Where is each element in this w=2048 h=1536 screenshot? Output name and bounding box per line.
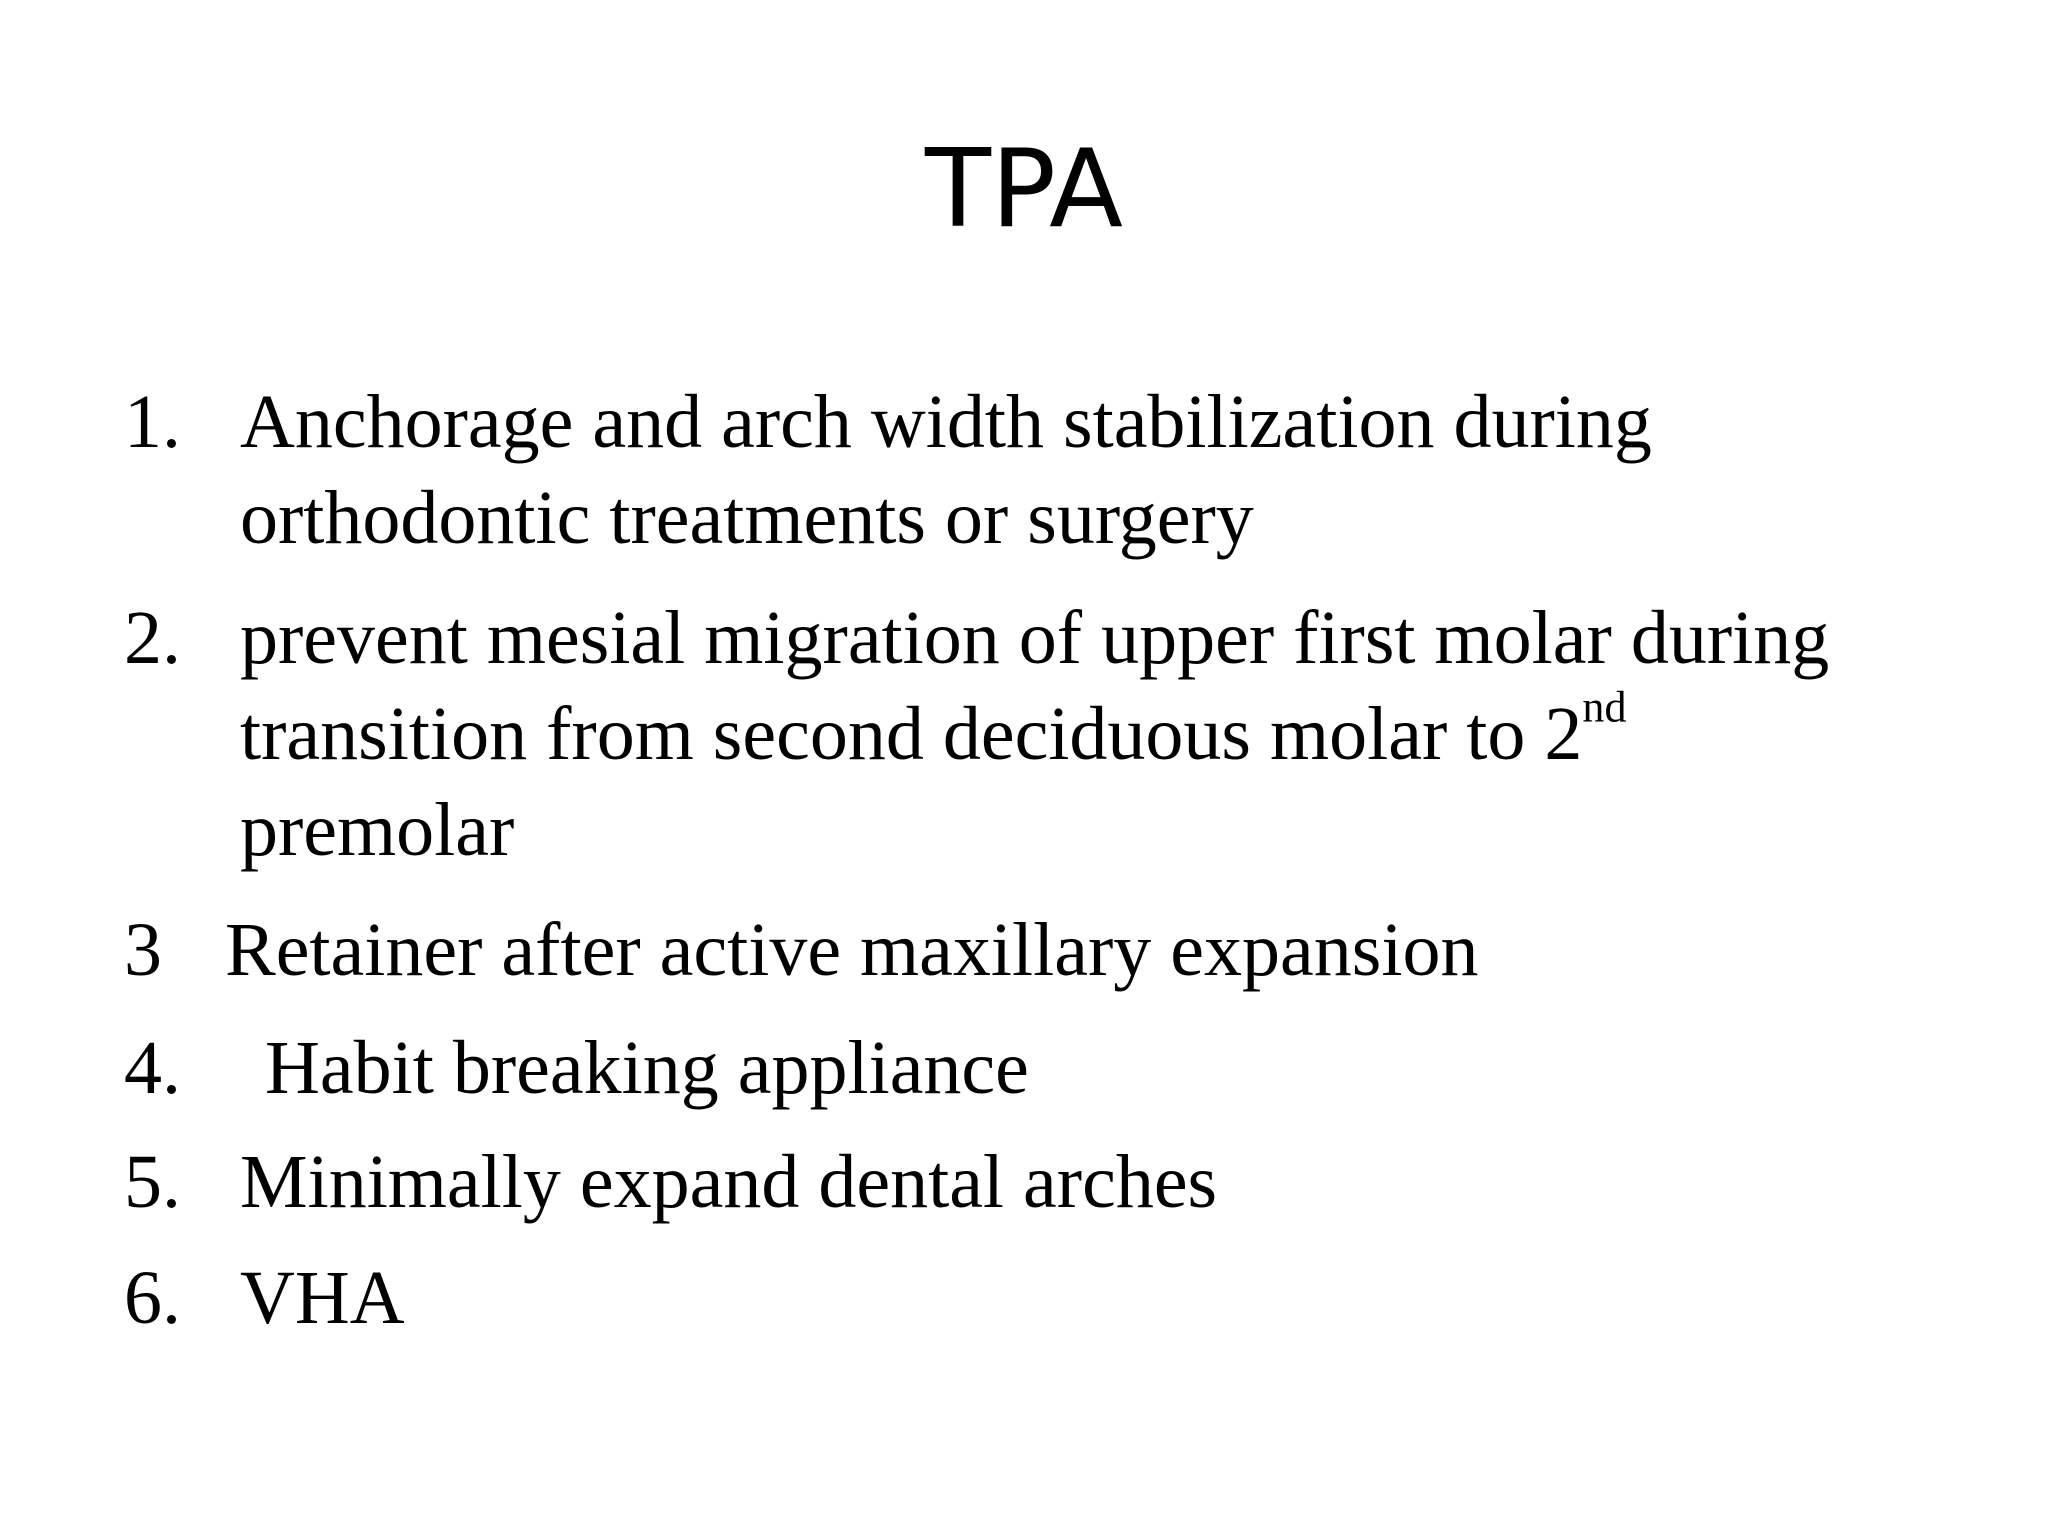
list-item — [0, 1020, 2048, 1116]
list-item-line: Habit breaking appliance — [265, 1026, 1029, 1110]
list-item-number: 6. — [124, 1256, 181, 1340]
list-item — [0, 902, 2048, 998]
slide-title: TPA — [924, 127, 1124, 252]
list-item-line: Retainer after active maxillary expansion — [225, 908, 1479, 992]
list-item-line: premolar — [240, 788, 515, 872]
list-item-number: 2. — [124, 596, 181, 680]
list-item-number: 3 — [124, 908, 162, 992]
list-item-text — [225, 902, 1478, 998]
list-item-line-text: transition from second deciduous molar to 2 — [240, 692, 1583, 776]
list-item-line: Anchorage and arch width stabilization during — [240, 380, 1652, 464]
list-item — [0, 1250, 2048, 1346]
list-item-text — [240, 1134, 1217, 1230]
list-item-line: VHA — [240, 1256, 405, 1340]
list-item-text — [265, 1020, 1029, 1116]
list-item-line: prevent mesial migration of upper first molar during — [240, 596, 1830, 680]
list-item — [0, 374, 2048, 566]
list-item-text — [240, 1250, 405, 1346]
list-item-line: orthodontic treatments or surgery — [240, 476, 1254, 560]
list-item-text — [240, 590, 1829, 878]
list-item-text — [240, 374, 1652, 566]
list-item-line: Minimally expand dental arches — [240, 1140, 1218, 1224]
list-item — [0, 590, 2048, 878]
list-item-line — [240, 682, 1829, 782]
list-item-number: 5. — [124, 1140, 181, 1224]
list-item-number: 4. — [124, 1026, 181, 1110]
list-item-number: 1. — [124, 380, 181, 464]
list-item — [0, 1134, 2048, 1230]
ordinal-superscript: nd — [1582, 682, 1627, 732]
